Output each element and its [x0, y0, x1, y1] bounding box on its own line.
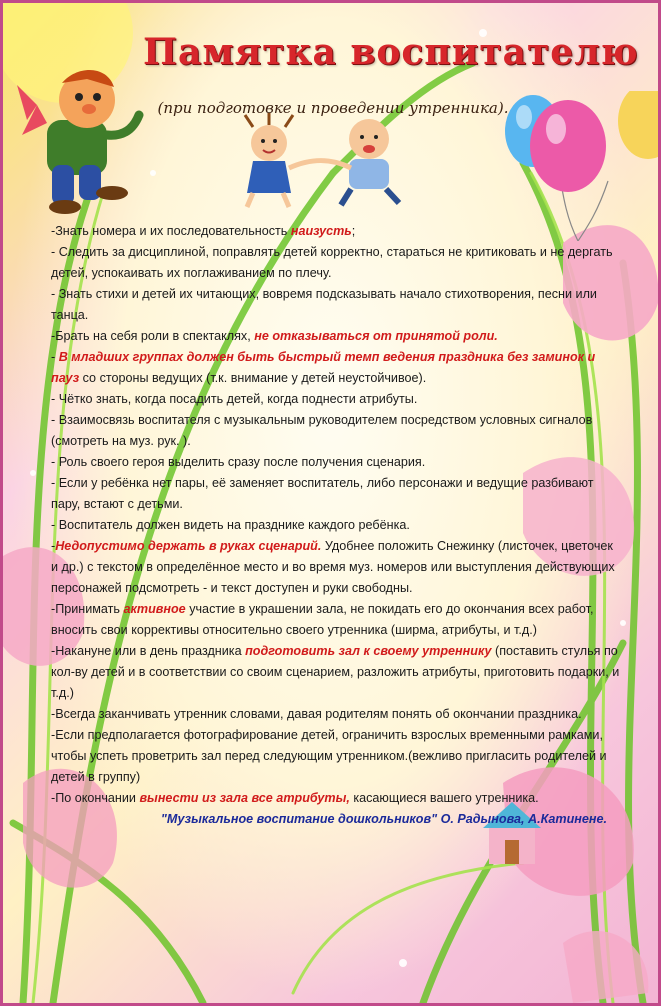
- list-item: -Брать на себя роли в спектаклях, не отказываться от принятой роли.: [51, 329, 498, 343]
- list-item: - Роль своего героя выделить сразу после получения сценария.: [51, 455, 426, 469]
- page-title: Памятка воспитателю: [143, 31, 639, 73]
- list-item: -Принимать активное участие в украшении зала, не покидать его до окончания всех работ, вносить свои коррективы относительно своего утренника (ширма, атрибуты, и т.д.): [51, 602, 594, 637]
- list-item: - Если у ребёнка нет пары, её заменяет воспитатель, либо персонажи и ведущие разбивают пару, встают с детьми.: [51, 476, 594, 511]
- memo-list: [51, 221, 621, 830]
- list-item: -Знать номера и их последовательность наизусть;: [51, 224, 356, 238]
- list-item: - Чётко знать, когда посадить детей, когда поднести атрибуты.: [51, 392, 418, 406]
- list-item: -Всегда заканчивать утренник словами, давая родителям понять об окончании праздника.: [51, 707, 582, 721]
- list-item: -Недопустимо держать в руках сценарий. Удобнее положить Снежинку (листочек, цветочек и др.) с текстом в определённое место и во время муз. номеров или выступления действующих персонажей подсмотреть - и текст доступен и руки свободны.: [51, 539, 615, 595]
- boy-with-propeller-icon: [17, 65, 147, 215]
- list-item: - Знать стихи и детей их читающих, вовремя подсказывать начало стихотворения, песни или танца.: [51, 287, 597, 322]
- dancing-children-icon: [231, 113, 421, 208]
- list-item: -Если предполагается фотографирование детей, ограничить взрослых временными рамками, чтобы успеть проветрить зал перед следующим утренником.(вежливо пригласить родителей и детей в группу): [51, 728, 607, 784]
- page-subtitle: (при подготовке и проведении утренника).: [157, 99, 509, 117]
- list-item: - В младших группах должен быть быстрый темп ведения праздника без заминок и пауз со стороны ведущих (т.к. внимание у детей неустойчивое).: [51, 350, 596, 385]
- list-item: - Следить за дисциплиной, поправлять детей корректно, стараться не критиковать и не дергать детей, успокаивать их поглаживанием по плечу.: [51, 245, 613, 280]
- source-attribution: "Музыкальное воспитание дошкольников" О. Радынова, А.Катинене.: [160, 812, 607, 826]
- list-item: - Воспитатель должен видеть на празднике каждого ребёнка.: [51, 518, 410, 532]
- list-item: -Накануне или в день праздника подготовить зал к своему утреннику (поставить стулья по кол-ву детей и в соответствии со своим сценарием, разложить атрибуты, приготовить подарки, и т.д.): [51, 644, 620, 700]
- list-item: - Взаимосвязь воспитателя с музыкальным руководителем посредством условных сигналов (смотреть на муз. рук. ).: [51, 413, 593, 448]
- list-item: -По окончании вынести из зала все атрибуты, касающиеся вашего утренника.: [51, 791, 539, 805]
